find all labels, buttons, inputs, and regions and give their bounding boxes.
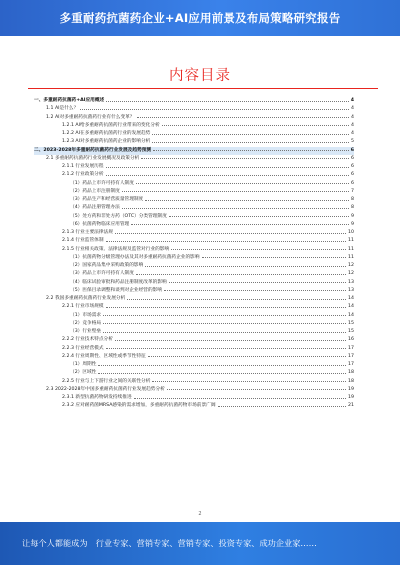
toc-entry-title: （2）区域性 xyxy=(70,370,97,376)
toc-entry-page: 21 xyxy=(348,403,354,409)
toc-entry-title: （1）市场需求 xyxy=(70,312,102,318)
toc-entry-page: 11 xyxy=(348,254,354,260)
header-banner xyxy=(0,0,400,36)
toc-entry[interactable] xyxy=(34,336,354,344)
toc-leader-dots xyxy=(98,365,346,366)
toc-entry-title: （3）药品生产和经营质量管理制度 xyxy=(70,197,144,202)
toc-entry-page: 12 xyxy=(348,271,354,277)
toc-entry-title: 1.2 AI对多重耐药抗菌药行业有什么变革？ xyxy=(46,114,135,120)
toc-entry-title: 2.1.5 行业相关政策、法律法规及监管对行业的影响 xyxy=(62,246,170,252)
toc-entry-page: 15 xyxy=(348,329,354,334)
toc-entry-page: 8 xyxy=(351,197,354,202)
toc-leader-dots xyxy=(145,200,349,201)
toc-leader-dots xyxy=(122,191,349,192)
toc-entry-page: 13 xyxy=(348,279,354,285)
toc-entry[interactable] xyxy=(34,254,354,262)
toc-entry-page: 17 xyxy=(348,345,354,351)
toc-leader-dots xyxy=(169,216,349,217)
toc-entry[interactable] xyxy=(34,229,354,237)
toc-leader-dots xyxy=(103,315,346,316)
toc-entry-title: 1.1 AI是什么？ xyxy=(46,106,79,112)
toc-entry-page: 4 xyxy=(351,122,354,128)
toc-leader-dots xyxy=(148,356,346,357)
toc-leader-dots xyxy=(106,241,346,242)
toc-entry[interactable] xyxy=(34,402,354,410)
toc-leader-dots xyxy=(103,323,346,324)
toc-entry-page: 10 xyxy=(348,230,354,235)
toc-leader-dots xyxy=(218,406,346,407)
toc-entry[interactable] xyxy=(34,147,354,155)
toc-leader-dots xyxy=(136,183,349,184)
toc-entry[interactable] xyxy=(34,287,354,295)
toc-leader-dots xyxy=(169,282,346,283)
toc-entry-title: 2.1 多重耐药抗菌药行业发展概况及政策分析 xyxy=(46,155,140,161)
toc-entry-title: （1）抗菌药物分级管理办法及其对多重耐药抗菌药企业的影响 xyxy=(70,254,200,260)
toc-entry[interactable] xyxy=(34,320,354,328)
toc-entry[interactable] xyxy=(34,246,354,254)
toc-entry-title: 2.1.2 行业政策分析 xyxy=(62,172,104,178)
toc-entry-title: （4）临床试验审批和药品注册制度改革的影响 xyxy=(70,279,167,285)
toc-entry-title: （4）药品注册管理办法 xyxy=(70,205,120,211)
toc-entry-title: （5）医保目录调整和谈判对企业经营的影响 xyxy=(70,287,163,293)
toc-entry-page: 9 xyxy=(351,221,354,227)
toc-entry-title: （1）药品上市许可持有人制度 xyxy=(70,180,134,186)
toc-entry[interactable] xyxy=(34,138,354,146)
toc-entry-title: 2.3.2 应对耐药菌MRSA感染的需求增加，多重耐药抗菌药物市场前景广阔 xyxy=(62,403,216,409)
toc-entry-page: 8 xyxy=(351,205,354,211)
toc-entry[interactable] xyxy=(34,361,354,369)
footer-banner xyxy=(0,522,400,565)
toc-entry[interactable] xyxy=(34,394,354,402)
toc-entry[interactable] xyxy=(34,122,354,130)
toc-leader-dots xyxy=(152,381,346,382)
toc-entry-title: 2.3.1 新型抗菌药物研发持续推进 xyxy=(62,395,132,400)
toc-entry-title: 2.1.3 行业主要法律法规 xyxy=(62,230,113,235)
toc-entry[interactable] xyxy=(34,188,354,196)
toc-entry[interactable] xyxy=(34,97,354,105)
toc-entry[interactable] xyxy=(34,386,354,394)
toc-entry[interactable] xyxy=(34,303,354,311)
toc-leader-dots xyxy=(137,117,349,118)
toc-entry[interactable] xyxy=(34,204,354,212)
toc-entry-page: 4 xyxy=(351,114,354,120)
toc-entry-title: 1.2.3 AI对多重耐药抗菌药企业的影响分析 xyxy=(62,139,151,145)
toc-entry[interactable] xyxy=(34,114,354,122)
toc-leader-dots xyxy=(115,340,346,341)
toc-entry-title: （3）药品上市许可持有人制度 xyxy=(70,271,134,277)
toc-leader-dots xyxy=(141,158,349,159)
toc-entry-page: 6 xyxy=(351,172,354,178)
toc-entry-title: （5）处方药和非处方药（OTC）分类管理制度 xyxy=(70,213,167,219)
toc-entry-title: 2.1.1 行业发展历程 xyxy=(62,164,104,169)
toc-leader-dots xyxy=(131,224,349,225)
toc-leader-dots xyxy=(106,167,349,168)
toc-entry[interactable] xyxy=(34,369,354,377)
table-of-contents xyxy=(34,97,354,517)
toc-entry-title: 2.2.4 行业周期性、区域性或季节性特征 xyxy=(62,353,146,359)
toc-entry-page: 6 xyxy=(351,164,354,169)
toc-entry-page: 14 xyxy=(348,296,354,301)
toc-entry[interactable] xyxy=(34,105,354,113)
toc-leader-dots xyxy=(202,257,346,258)
toc-entry[interactable] xyxy=(34,221,354,229)
toc-entry-page: 6 xyxy=(350,147,354,153)
toc-leader-dots xyxy=(98,373,346,374)
toc-leader-dots xyxy=(153,150,349,151)
toc-leader-dots xyxy=(171,249,346,250)
toc-leader-dots xyxy=(122,208,349,209)
toc-entry-title: 2.3 2022-2028年中国多重耐药抗菌药行业发展趋势分析 xyxy=(46,386,165,392)
toc-entry-page: 4 xyxy=(351,131,354,136)
toc-leader-dots xyxy=(164,290,346,291)
toc-entry[interactable] xyxy=(34,353,354,361)
toc-title: 内容目录 xyxy=(169,68,231,84)
toc-entry-title: （1）周期性 xyxy=(70,362,97,367)
toc-entry-title: （6）抗菌药物临床应用管理 xyxy=(70,221,130,227)
toc-entry[interactable] xyxy=(34,345,354,353)
toc-entry-page: 4 xyxy=(351,106,354,112)
toc-entry-title: 2.1.4 行业监管体制 xyxy=(62,238,104,244)
toc-leader-dots xyxy=(152,142,349,143)
toc-entry-page: 19 xyxy=(348,386,354,392)
toc-entry-page: 15 xyxy=(348,320,354,326)
toc-entry[interactable] xyxy=(34,312,354,320)
toc-leader-dots xyxy=(106,348,346,349)
toc-entry-title: 1.2.1 AI给多重耐药抗菌药行业带来的变化分析 xyxy=(62,122,160,128)
toc-entry-title: （2）国家药品集中采购政策的影响 xyxy=(70,263,144,268)
toc-entry-page: 11 xyxy=(348,238,354,244)
toc-entry-page: 12 xyxy=(348,263,354,268)
toc-entry-title: 2.2.1 行业市场规模 xyxy=(62,304,104,310)
toc-leader-dots xyxy=(145,266,346,267)
toc-entry-title: 1.2.2 AI在多重耐药抗菌药行业的发展趋势 xyxy=(62,131,151,136)
page-number: 2 xyxy=(198,511,202,517)
toc-entry[interactable] xyxy=(34,196,354,204)
toc-entry-page: 5 xyxy=(351,139,354,145)
toc-entry-page: 13 xyxy=(348,287,354,293)
toc-entry-title: 2.2 我国多重耐药抗菌药行业发展分析 xyxy=(46,296,126,301)
toc-entry-title: （2）药品上市注册制度 xyxy=(70,188,120,194)
toc-entry-title: （3）行业壁垒 xyxy=(70,329,102,334)
toc-entry[interactable] xyxy=(34,213,354,221)
toc-entry[interactable] xyxy=(34,328,354,336)
toc-leader-dots xyxy=(167,389,346,390)
toc-entry[interactable] xyxy=(34,378,354,386)
toc-leader-dots xyxy=(115,233,346,234)
toc-entry-title: 2.2.3 行业经营模式 xyxy=(62,345,104,351)
toc-entry-page: 18 xyxy=(348,370,354,376)
toc-leader-dots xyxy=(106,101,348,102)
toc-entry[interactable] xyxy=(34,155,354,163)
toc-entry-page: 16 xyxy=(348,337,354,343)
toc-entry[interactable] xyxy=(34,295,354,303)
toc-entry[interactable] xyxy=(34,163,354,171)
toc-leader-dots xyxy=(134,398,346,399)
toc-entry[interactable] xyxy=(34,262,354,270)
toc-leader-dots xyxy=(106,175,349,176)
toc-entry-page: 6 xyxy=(351,180,354,186)
toc-entry-page: 17 xyxy=(348,353,354,359)
toc-entry[interactable] xyxy=(34,130,354,138)
toc-entry-page: 18 xyxy=(348,378,354,384)
toc-entry-page: 4 xyxy=(350,98,354,103)
toc-entry-page: 7 xyxy=(351,188,354,194)
toc-entry-page: 6 xyxy=(351,155,354,161)
toc-leader-dots xyxy=(127,299,346,300)
toc-entry[interactable] xyxy=(34,237,354,245)
toc-title-divider xyxy=(28,88,378,89)
toc-entry-page: 11 xyxy=(348,246,354,252)
report-title: 多重耐药抗菌药企业+AI应用前景及布局策略研究报告 xyxy=(59,11,341,25)
toc-leader-dots xyxy=(136,274,346,275)
toc-leader-dots xyxy=(103,332,346,333)
toc-entry[interactable] xyxy=(34,171,354,179)
toc-entry-title: （2）竞争格局 xyxy=(70,320,102,326)
toc-entry[interactable] xyxy=(34,270,354,278)
toc-entry-page: 14 xyxy=(348,312,354,318)
toc-entry-title: 一、多重耐药抗菌药+AI应用概述 xyxy=(34,98,105,103)
toc-entry[interactable] xyxy=(34,279,354,287)
toc-entry-title: 2.2.2 行业技术特点分析 xyxy=(62,337,113,343)
toc-entry-title: 二、2023-2028年多重耐药抗菌药行业发展及趋势预测 xyxy=(34,147,152,153)
toc-entry-page: 14 xyxy=(348,304,354,310)
toc-leader-dots xyxy=(80,109,349,110)
toc-entry-page: 9 xyxy=(351,213,354,219)
toc-entry[interactable] xyxy=(34,180,354,188)
footer-slogan: 让每个人都能成为 行业专家、营销专家、营销专家、投资专家、成功企业家…… xyxy=(22,538,317,548)
toc-leader-dots xyxy=(162,125,349,126)
toc-leader-dots xyxy=(152,134,349,135)
toc-leader-dots xyxy=(106,307,346,308)
toc-entry-page: 19 xyxy=(348,395,354,400)
toc-entry-title: 2.2.5 行业与上下游行业之间的关联性分析 xyxy=(62,378,151,384)
toc-entry-page: 17 xyxy=(348,362,354,367)
